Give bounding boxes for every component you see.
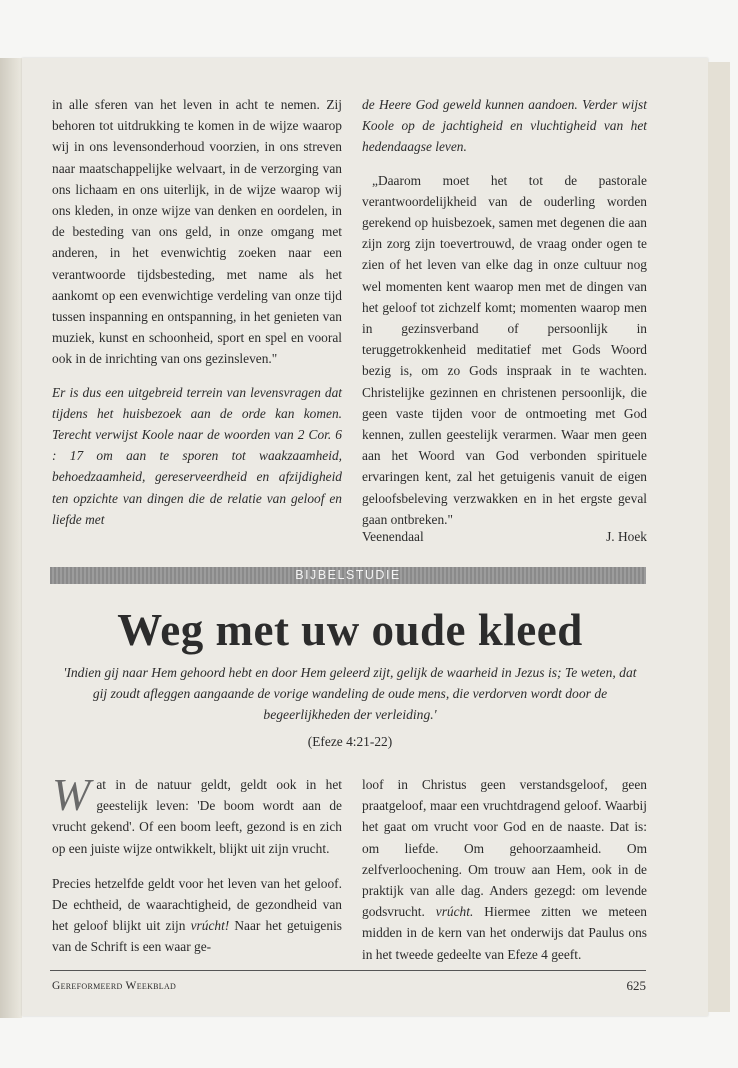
page-number: 625	[626, 978, 646, 993]
left-paragraph-1: in alle sferen van het leven in acht te nemen. Zij behoren tot uitdrukking te komen in de wijze waarop wij in ons levensonderhoud voorzien, in ons streven naar maatschappelijke welvaart, in de verzorging van ons lichaam en ons uiterlijk, in de wijze waarop wij ons kleden, in onze wijze van denken en oordelen, in de besteding van ons geld, in onze omgang met anderen, in het evenwichtig zoeken naar een verantwoorde tijdsbesteding, met name als het aankomt op een evenwichtige verdeling van onze tijd tussen inspanning en ontspanning, in het genieten van muziek, kunst en schoonheid, sport en spel en vooral ook in de inrichting van ons gezinsleven."	[52, 97, 342, 367]
right-paragraph-2: „Daarom moet het tot de pastorale verantwoordelijkheid van de ouderling worden gerekend op huisbezoek, samen met degenen die aan zijn zorg zijn toevertrouwd, de vraag onder ogen te zien of het leven van elke dag in onze cultuur nog wel momenten kent waarop men met de dingen van het geloof tot zichzelf komt; momenten waarop men in gezinsverband of persoonlijk in teruggetrokkenheid meditatief met Gods Woord bezig is, om zo Gods inspraak in te wachten. Christelijke gezinnen en christenen persoonlijk, die geen vaste tijden voor de ontmoeting met God kennen, zullen geestelijk verarmen. Waar men geen aan het Woord van God verbonden spirituele ervaringen kent, zal het getuigenis vanuit de eigen geloofsbeleving verzwakken en in het ergste geval gaan ontbreken."	[362, 172, 647, 527]
signature-line	[362, 529, 647, 545]
article-right-text-1a: loof in Christus geen verstandsgeloof, geen praatgeloof, maar een vruchtdragend geloof. Waarbij het gaat om vrucht voor God en de naaste. Dat is: om liefde. Om gehoorzaamheid. Om zelfverloochening. Om trouw aan Hem, ook in de praktijk van alle dag. Anders gezegd: om levende godsvrucht.	[362, 777, 647, 920]
article-left-text-1: at in de natuur geldt, geldt ook in het geestelijk leven: 'De boom wordt aan de vrucht gekend'. Of een boom leeft, gezond is en zich op een juiste wijze ontwikkelt, blijkt uit zijn vrucht.	[52, 777, 342, 856]
right-column	[362, 94, 647, 530]
article-left-paragraph-2	[52, 873, 342, 958]
article-left-emphasis: vrúcht!	[190, 918, 230, 934]
scripture-reference: (Efeze 4:21-22)	[307, 734, 393, 749]
left-column	[52, 94, 342, 530]
place: Veenendaal	[362, 529, 424, 544]
section-label: BIJBELSTUDIE	[295, 568, 401, 582]
footer-rule	[50, 970, 646, 971]
right-paragraph-1: de Heere God geweld kunnen aandoen. Verder wijst Koole op de jachtigheid en vluchtigheid van het hedendaagse leven.	[362, 97, 647, 155]
page-edges	[708, 62, 730, 1012]
article-left-column	[52, 769, 342, 958]
article-title: Weg met uw oude kleed	[117, 605, 583, 655]
article-left-text-2a: Precies hetzelfde geldt voor het leven van het geloof. De echtheid, de waarachtigheid, de gezondheid van het geloof blijkt uit zijn	[52, 875, 342, 934]
drop-cap: W	[52, 769, 91, 820]
section-band	[50, 567, 646, 584]
author: J. Hoek	[606, 529, 647, 544]
scripture-quote: 'Indien gij naar Hem gehoord hebt en door Hem geleerd zijt, gelijk de waarheid in Jezus is; Te weten, dat gij zoudt afleggen aangaande de vorige wandeling de oude mens, die verdorven wordt door de begeerlijkheden der verleiding.'	[63, 665, 637, 722]
article-left-paragraph-1	[52, 769, 342, 859]
article-left-text-2b: Naar het getuigenis van de Schrift is een waar ge-	[52, 918, 342, 955]
article-right-text-1b: Hiermee zitten we meteen midden in de kern van het onderwijs dat Paulus ons in het tweede gedeelte van Efeze 4 geeft.	[362, 904, 647, 962]
left-paragraph-2: Er is dus een uitgebreid terrein van levensvragen dat tijdens het huisbezoek aan de orde kan komen. Terecht verwijst Koole naar de woorden van 2 Cor. 6 : 17 om aan te sporen tot waakzaamheid, behoedzaamheid, gereserveerdheid en afzijdigheid ten opzichte van dingen die de relatie van geloof en liefde met	[52, 384, 342, 527]
article-right-emphasis: vrúcht.	[435, 904, 474, 920]
publication-name: Gereformeerd Weekblad	[52, 980, 177, 992]
book-spine	[0, 58, 22, 1018]
article-right-column	[362, 774, 647, 965]
article-right-paragraph-1	[362, 774, 647, 965]
